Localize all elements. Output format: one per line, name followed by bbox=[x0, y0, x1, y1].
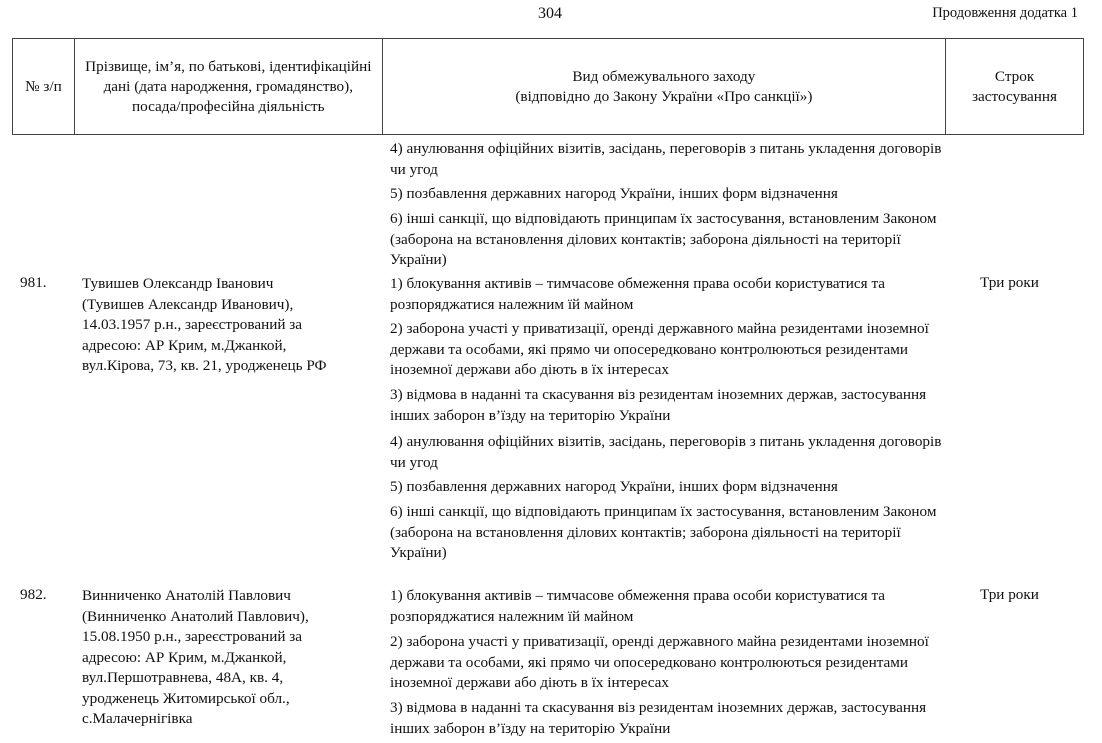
entry-measure: 6) інші санкції, що відповідають принципам їх застосування, встановленим Законом (заборона на встановлення ділових контактів; заборона діяльності на території України) bbox=[390, 503, 937, 561]
header-term-column: Строк застосування bbox=[972, 67, 1058, 105]
entry-measure: 3) відмова в наданні та скасування віз резидентам іноземних держав, застосування інших заборон в’їзду на територію України bbox=[390, 699, 927, 737]
entry-term: Три роки bbox=[980, 274, 1039, 291]
entry-person bbox=[82, 586, 382, 730]
entry-number: 981. bbox=[20, 274, 47, 291]
entry-term: Три роки bbox=[980, 586, 1039, 603]
table-header bbox=[12, 38, 1084, 135]
person-line: адресою: АР Крим, м.Джанкой, bbox=[82, 336, 287, 354]
person-line: 15.08.1950 р.н., зареєстрований за bbox=[82, 628, 303, 645]
entry-measure: 2) заборона участі у приватизації, оренді державного майна резидентами іноземної держави та особами, які прямо чи опосередковано контролюються резидентами іноземної держави або діють в їх інтересах bbox=[390, 633, 929, 691]
person-line: Винниченко Анатолій Павлович bbox=[82, 587, 291, 604]
header-person-column: Прізвище, ім’я, по батькові, ідентифікаційні дані (дата народження, громадянство), посада/професійна діяльність bbox=[75, 39, 383, 134]
person-line: вул.Першотравнева, 48А, кв. 4, bbox=[82, 669, 284, 686]
prev-measure: 4) анулювання офіційних візитів, засідань, переговорів з питань укладення договорів чи угод bbox=[390, 140, 942, 178]
prev-measure: 6) інші санкції, що відповідають принципам їх застосування, встановленим Законом (заборона на встановлення ділових контактів; заборона діяльності на території України) bbox=[390, 210, 937, 268]
person-line: Тувишев Олександр Іванович bbox=[82, 275, 274, 292]
entry-measure: 3) відмова в наданні та скасування віз резидентам іноземних держав, застосування інших заборон в’їзду на територію України bbox=[390, 386, 927, 424]
person-line: вул.Кірова, 73, кв. 21, уродженець РФ bbox=[82, 357, 327, 374]
entry-person bbox=[82, 274, 382, 377]
prev-measure: 5) позбавлення державних нагород України, інших форм відзначення bbox=[390, 185, 838, 202]
entry-number: 982. bbox=[20, 586, 47, 603]
entry-measure: 2) заборона участі у приватизації, оренді державного майна резидентами іноземної держави та особами, які прямо чи опосередковано контролюються резидентами іноземної держави або діють в їх інтересах bbox=[390, 320, 929, 378]
person-line: уродженець Житомирської обл., bbox=[82, 689, 290, 707]
continuation-label: Продовження додатка 1 bbox=[932, 5, 1078, 21]
person-line: адресою: АР Крим, м.Джанкой, bbox=[82, 648, 287, 666]
person-line: с.Малачернігівка bbox=[82, 710, 193, 727]
person-line: (Тувишев Александр Иванович), bbox=[82, 295, 294, 313]
person-line: (Винниченко Анатолий Павлович), bbox=[82, 607, 309, 625]
entry-measure: 4) анулювання офіційних візитів, засідань, переговорів з питань укладення договорів чи угод bbox=[390, 433, 942, 471]
header-measure-subtitle: (відповідно до Закону України «Про санкції») bbox=[515, 87, 813, 105]
person-line: 14.03.1957 р.н., зареєстрований за bbox=[82, 316, 303, 333]
header-measure-title: Вид обмежувального заходу bbox=[572, 67, 756, 85]
entry-measure: 1) блокування активів – тимчасове обмеження права особи користуватися та розпоряджатися належним їй майном bbox=[390, 587, 886, 625]
entry-measure: 1) блокування активів – тимчасове обмеження права особи користуватися та розпоряджатися належним їй майном bbox=[390, 275, 886, 313]
header-measure-column bbox=[383, 39, 946, 134]
header-number-column: № з/п bbox=[13, 39, 75, 134]
page-number: 304 bbox=[538, 5, 562, 22]
entry-measure: 5) позбавлення державних нагород України, інших форм відзначення bbox=[390, 478, 838, 495]
